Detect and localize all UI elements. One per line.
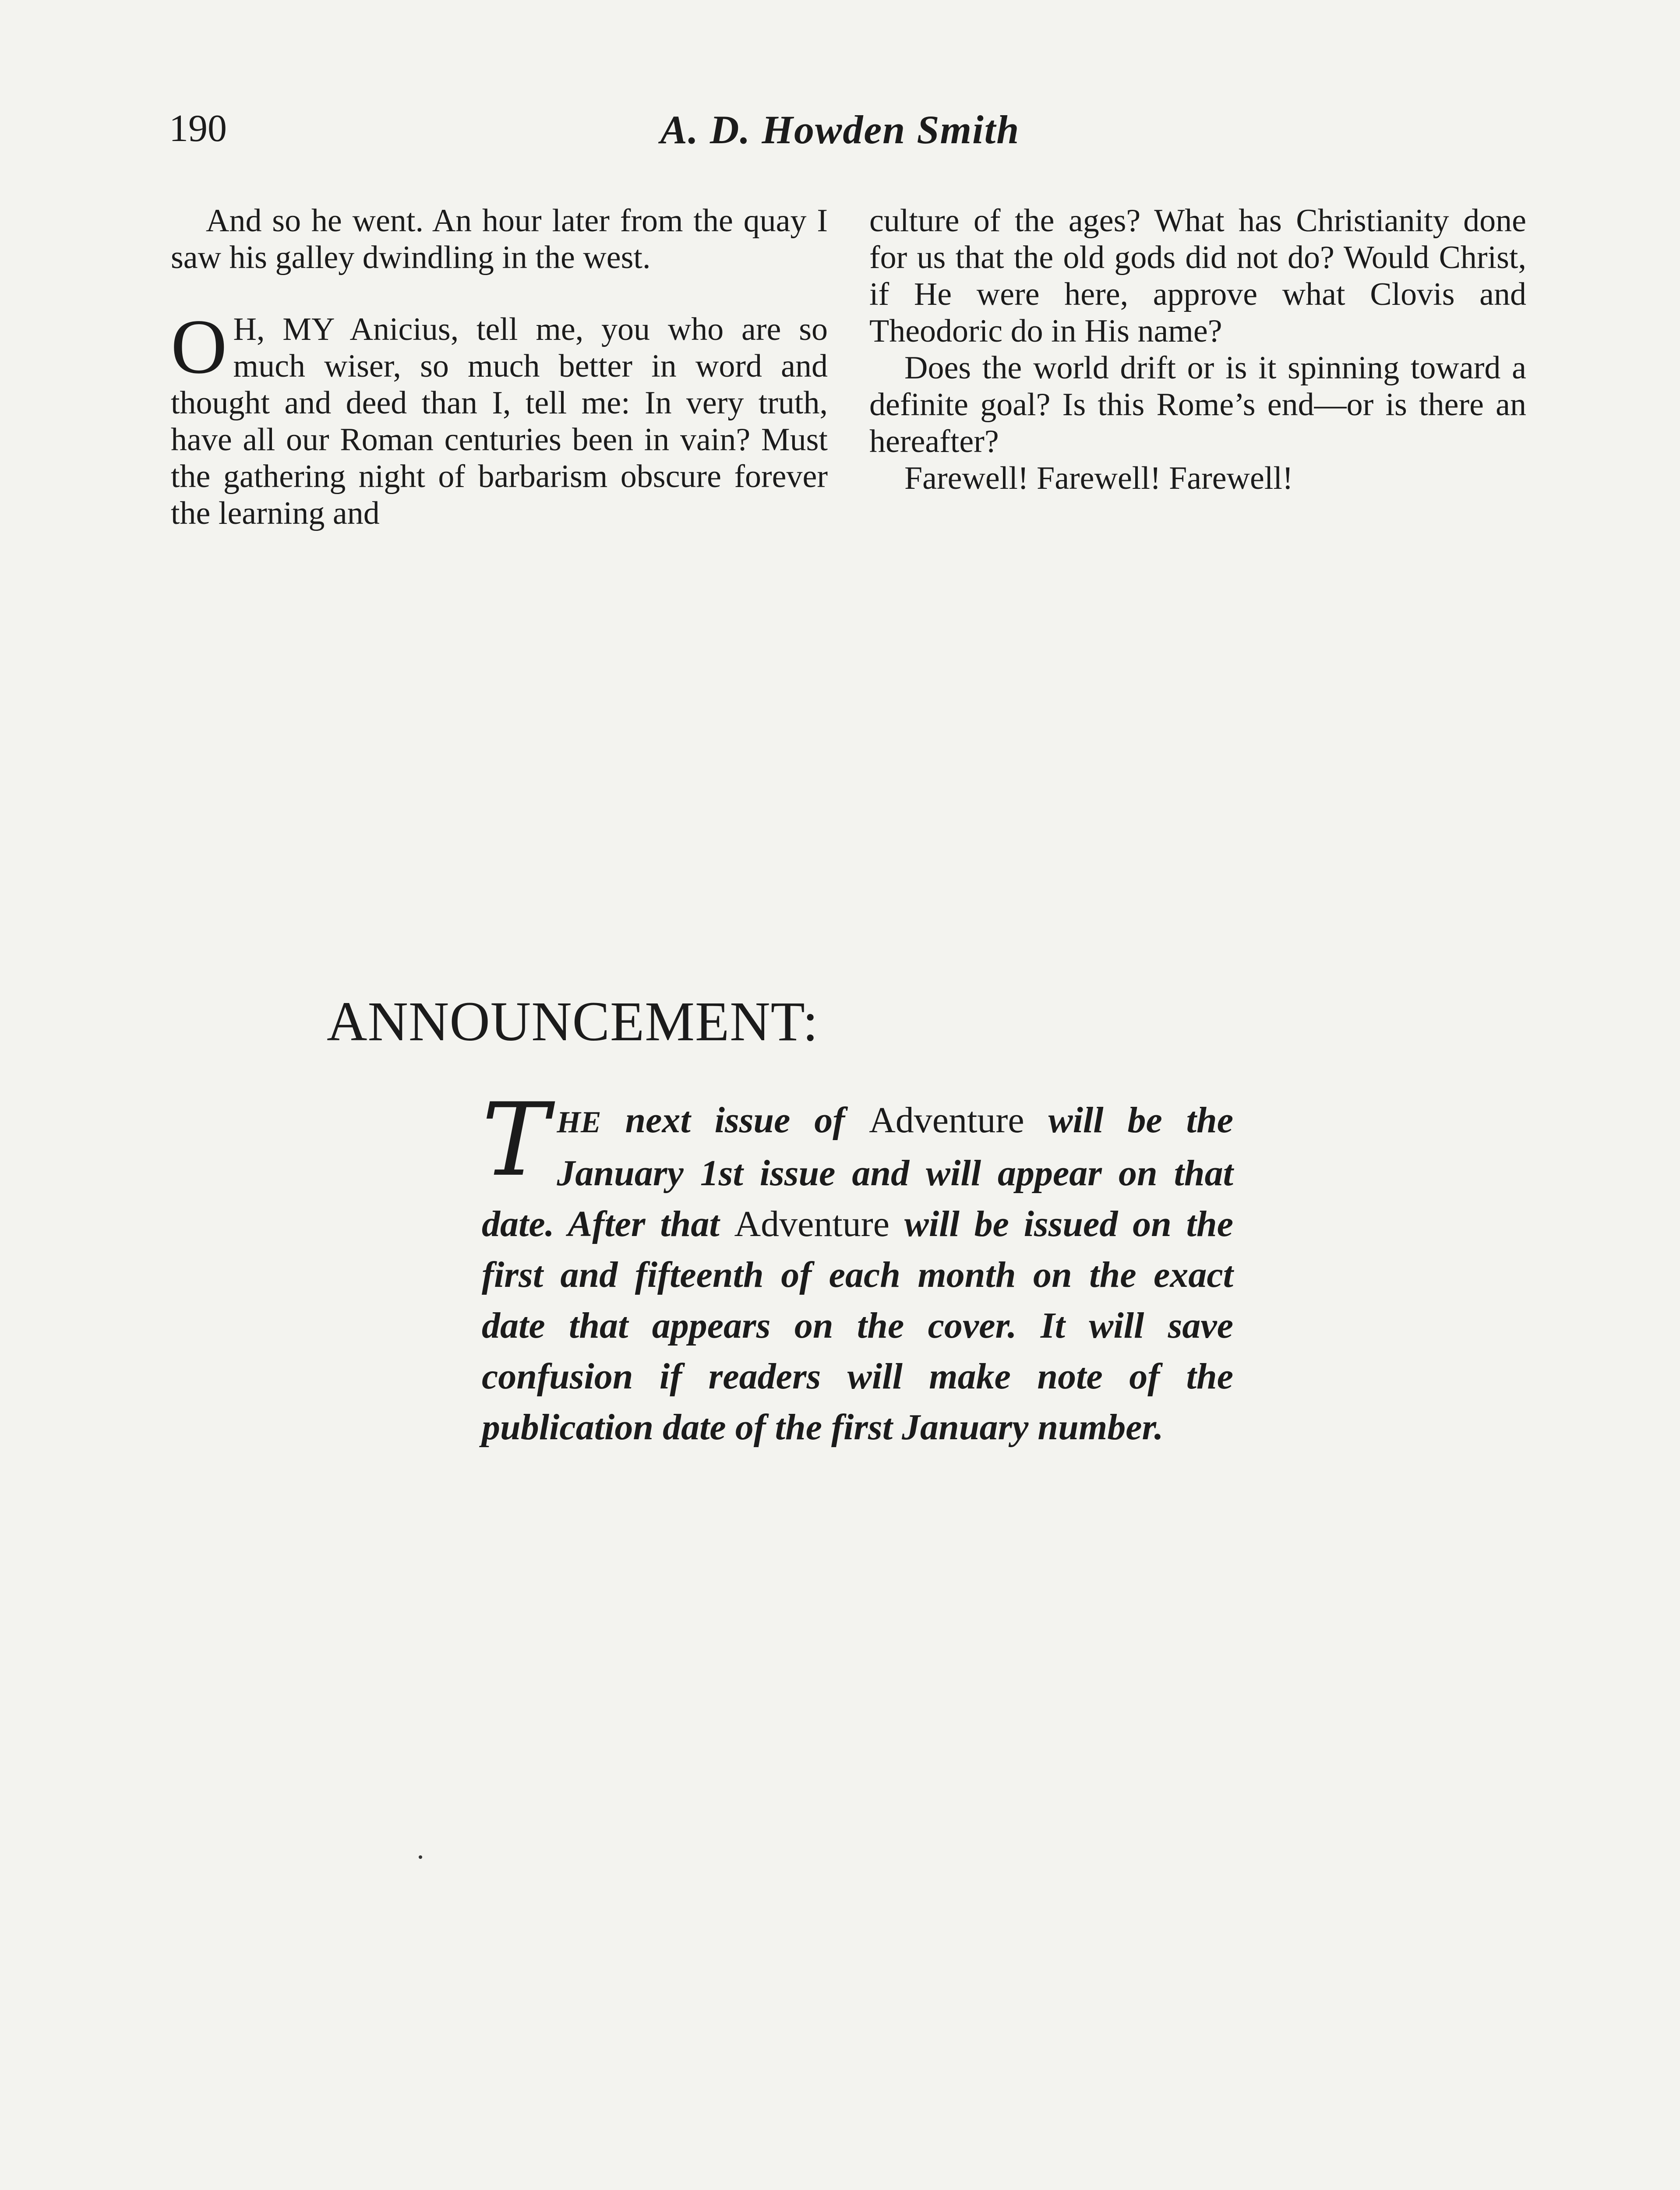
left-text-column [171, 202, 828, 532]
drop-cap: O [171, 303, 227, 390]
announcement-heading: ANNOUNCEMENT: [327, 990, 819, 1053]
paragraph: culture of the ages? What has Christianity done for us that the old gods did not do? Would Christ, if He were here, approve what Clovis and Theodoric do in His name? [869, 203, 1526, 349]
small-caps-lead: HE [557, 1106, 601, 1139]
announcement-text: next issue of [601, 1100, 869, 1141]
drop-cap: T [482, 1082, 549, 1199]
magazine-name: Adventure [869, 1100, 1024, 1141]
running-head-author: A. D. Howden Smith [660, 107, 1020, 152]
paragraph: And so he went. An hour later from the quay I saw his galley dwindling in the west. [171, 203, 828, 276]
announcement-body [482, 1082, 1234, 1453]
announcement-text: will be the January 1st issue and will appear on that date. After that [482, 1100, 1234, 1244]
right-text-column [869, 202, 1526, 497]
announcement-text: will be issued on the first and fifteenth of each month on the exact date that appears on the cover. It will save confusion if readers will make note of the publication date of the first January number. [482, 1204, 1233, 1448]
magazine-name: Adventure [734, 1204, 890, 1244]
page-number: 190 [169, 107, 227, 150]
print-speck [419, 1855, 422, 1859]
small-caps-lead: H, MY [233, 311, 334, 347]
paragraph: Farewell! Farewell! Farewell! [904, 460, 1293, 496]
paragraph: Does the world drift or is it spinning toward a definite goal? Is this Rome’s end—or is there an hereafter? [869, 350, 1526, 459]
paragraph-with-dropcap [171, 303, 828, 532]
paragraph-text: Anicius, tell me, you who are so much wiser, so much better in word and thought and deed than I, tell me: In very truth, have all our Roman centuries been in vain? Must the gathering night of barbarism obscure forever the learning and [171, 311, 828, 531]
